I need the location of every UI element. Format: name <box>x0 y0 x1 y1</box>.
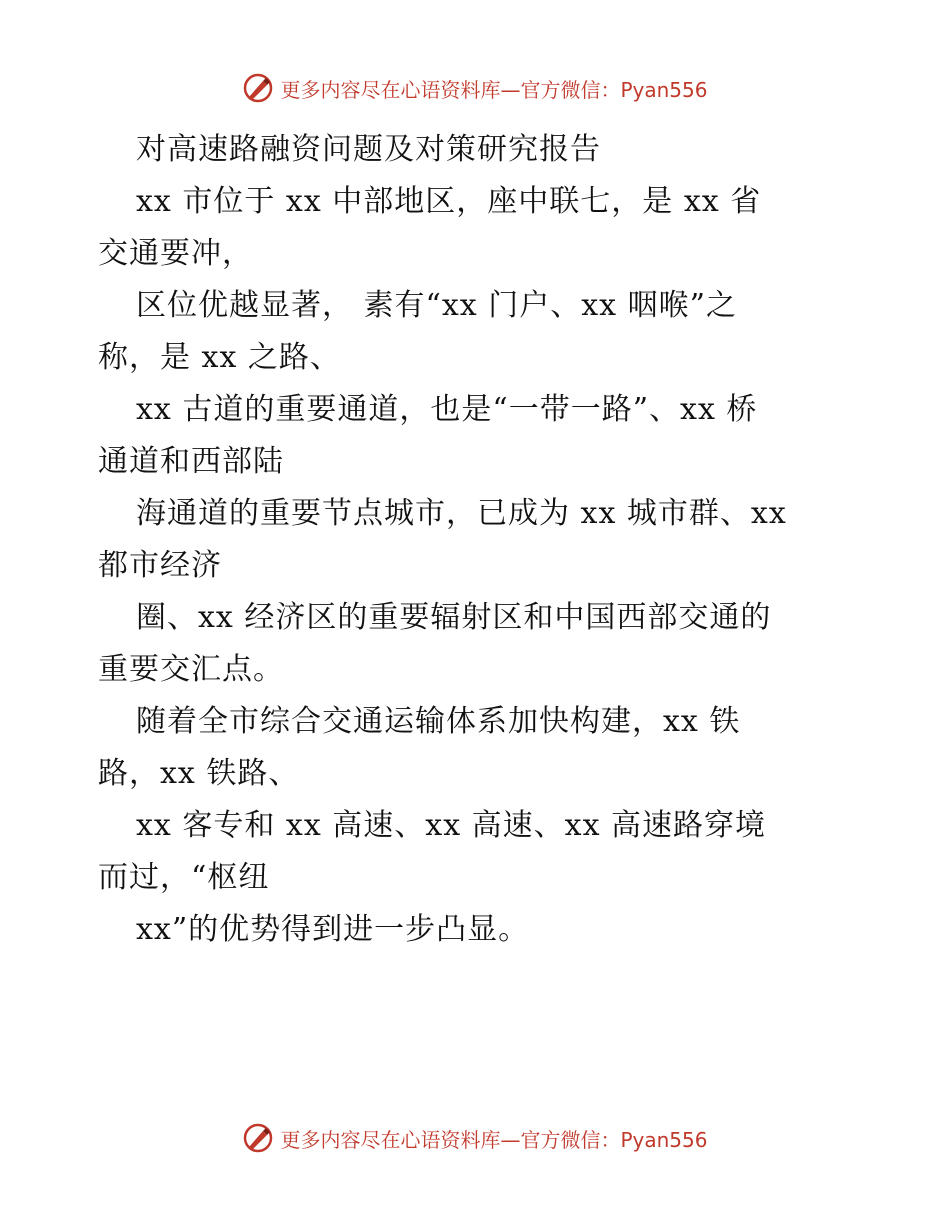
doc-line: xx 古道的重要通道，也是“一带一路”、xx 桥 <box>136 392 758 427</box>
pen-logo-icon <box>242 72 274 104</box>
doc-line: xx 客专和 xx 高速、xx 高速、xx 高速路穿境 <box>136 808 767 843</box>
document-body <box>98 124 858 956</box>
watermark-text: 更多内容尽在心语资料库—官方微信：Pyan556 <box>280 77 708 102</box>
doc-line: 重要交汇点。 <box>98 652 284 687</box>
doc-line: 圈、xx 经济区的重要辐射区和中国西部交通的 <box>136 600 772 635</box>
doc-line: 通道和西部陆 <box>98 444 284 479</box>
doc-line: 称，是 xx 之路、 <box>98 340 341 375</box>
footer-watermark <box>0 1122 950 1154</box>
doc-line: 都市经济 <box>98 548 222 583</box>
doc-line: 交通要冲， <box>98 236 253 271</box>
pen-logo-icon <box>242 1122 274 1154</box>
doc-line: 海通道的重要节点城市，已成为 xx 城市群、xx <box>136 496 787 531</box>
doc-line: 随着全市综合交通运输体系加快构建，xx 铁 <box>136 704 741 739</box>
doc-line: 而过，“枢纽 <box>98 860 270 895</box>
doc-line: xx”的优势得到进一步凸显。 <box>136 912 530 947</box>
doc-line: xx 市位于 xx 中部地区，座中联七，是 xx 省 <box>136 184 762 219</box>
watermark-text: 更多内容尽在心语资料库—官方微信：Pyan556 <box>280 1127 708 1152</box>
doc-line: 路，xx 铁路、 <box>98 756 300 791</box>
doc-line: 区位优越显著， 素有“xx 门户、xx 咽喉”之 <box>136 288 737 323</box>
header-watermark <box>0 72 950 104</box>
doc-line: 对高速路融资问题及对策研究报告 <box>136 132 601 167</box>
